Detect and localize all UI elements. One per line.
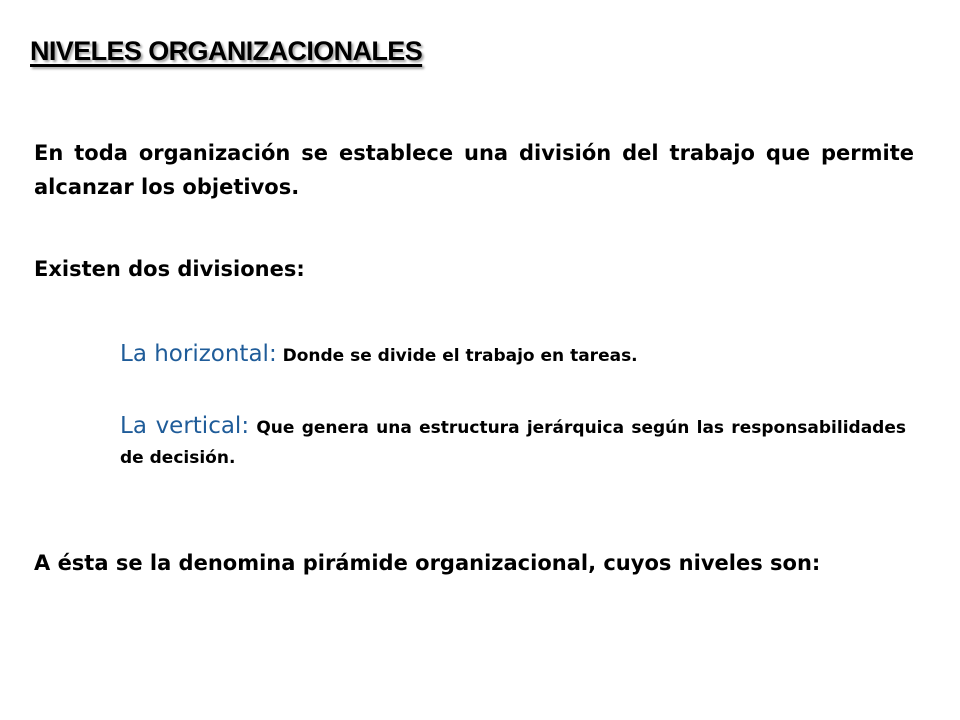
divisions-heading: Existen dos divisiones: bbox=[34, 257, 305, 281]
slide-title: NIVELES ORGANIZACIONALES bbox=[30, 36, 423, 66]
division-description-horizontal: Donde se divide el trabajo en tareas. bbox=[282, 346, 638, 366]
division-item-vertical bbox=[120, 411, 906, 473]
intro-paragraph: En toda organización se establece una división del trabajo que permite alcanzar los objetivos. bbox=[34, 141, 914, 199]
closing-paragraph: A ésta se la denomina pirámide organizacional, cuyos niveles son: bbox=[34, 551, 821, 575]
division-item-horizontal bbox=[120, 339, 906, 371]
division-term-vertical: La vertical: bbox=[120, 413, 250, 439]
division-description-vertical: Que genera una estructura jerárquica según las responsabilidades de decisión. bbox=[120, 418, 906, 468]
division-term-horizontal: La horizontal: bbox=[120, 341, 277, 367]
